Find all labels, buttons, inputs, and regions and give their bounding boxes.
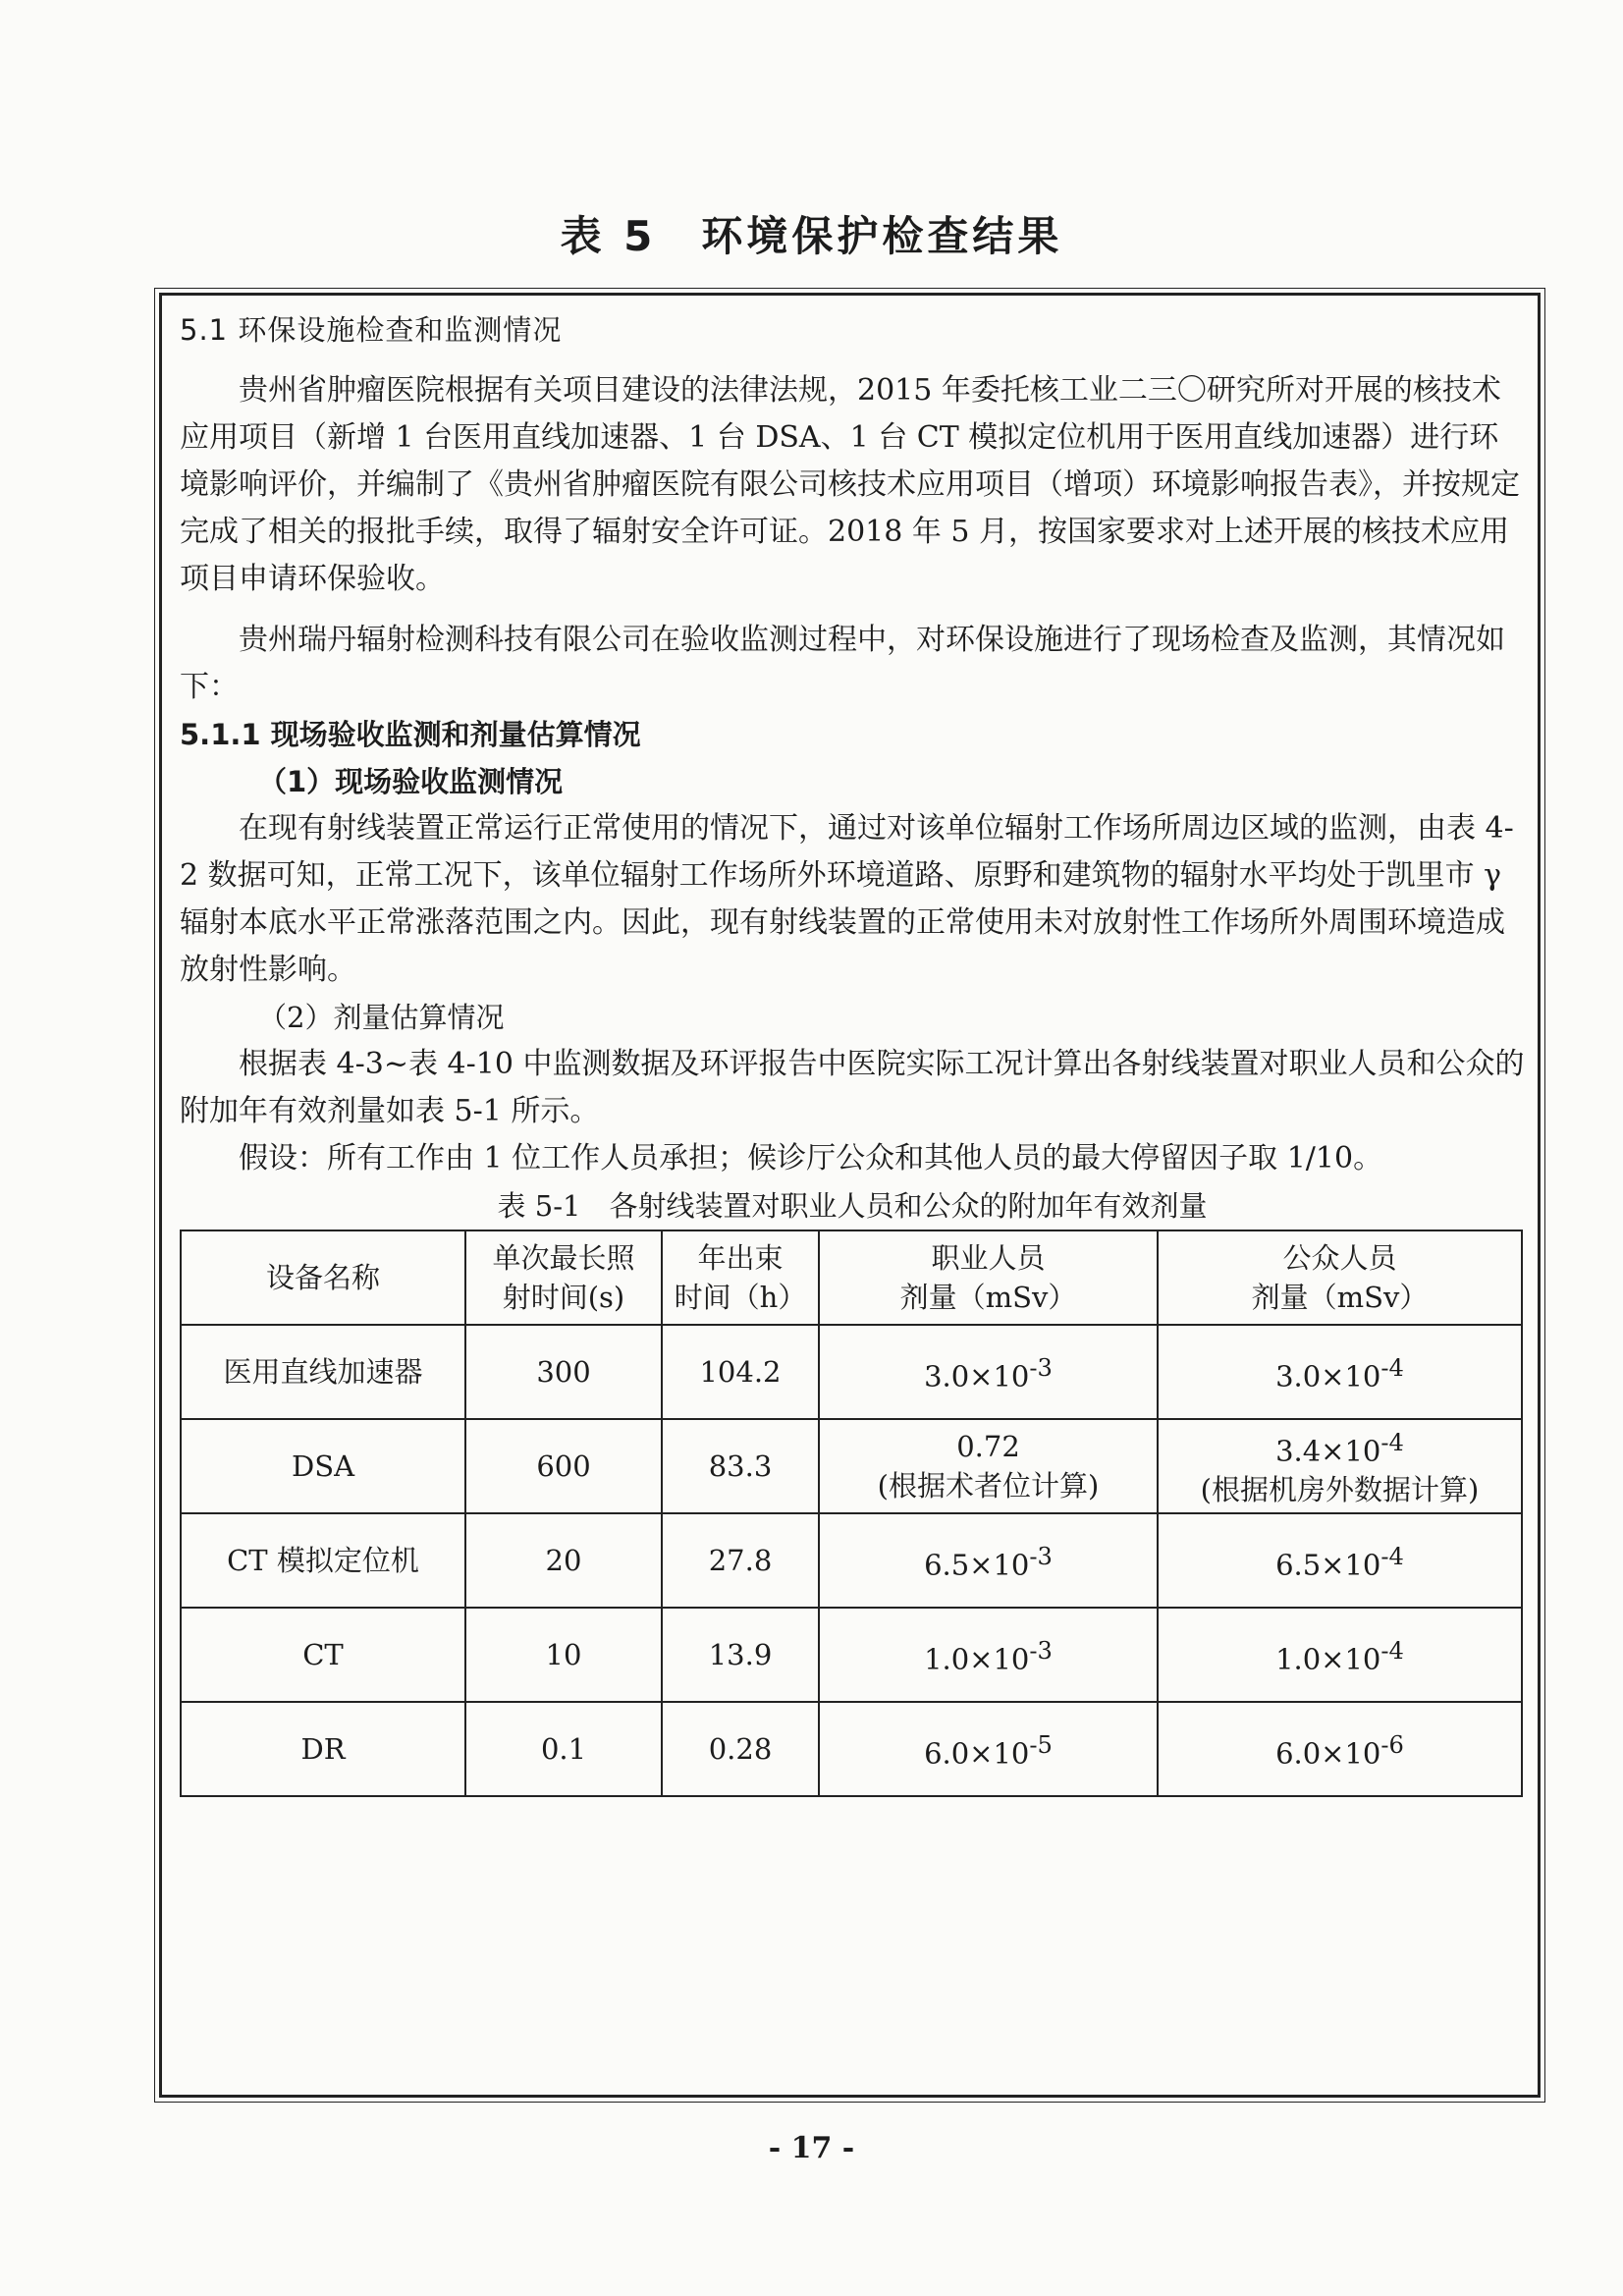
table-caption: 表 5-1 各射线装置对职业人员和公众的附加年有效剂量 [497,1189,1208,1223]
document-body [180,306,1525,1797]
cell-exposure: 20 [465,1513,662,1608]
cell-hours: 0.28 [662,1702,819,1796]
cell-device: CT [181,1608,465,1702]
cell-occupational-dose: $6.0\times 10^{-5}$ [819,1702,1158,1796]
cell-device: CT 模拟定位机 [181,1513,465,1608]
subheading-dose-estimation: （2）剂量估算情况 [258,1001,505,1034]
cell-hours: 27.8 [662,1513,819,1608]
paragraph-1: 贵州省肿瘤医院根据有关项目建设的法律法规，2015 年委托核工业二三〇研究所对开展的核技术应用项目（新增 1 台医用直线加速器、1 台 DSA、1 台 CT 模拟定位机用于医用直线加速器）进行环境影响评价，并编制了《贵州省肿瘤医院有限公司核技术应用项目（增项）环境影响报告表》，并按规定完成了相关的报批手续，取得了辐射安全许可证。2018 年 5 月，按国家要求对上述开展的核技术应用项目申请环保验收。 [180,373,1520,596]
table-row [181,1325,1522,1419]
cell-public-dose: $3.4\times 10^{-4}$ (根据机房外数据计算) [1158,1419,1522,1513]
cell-exposure: 0.1 [465,1702,662,1796]
header-hours: 年出束 时间（h） [662,1230,819,1325]
cell-public-dose: $6.0\times 10^{-6}$ [1158,1702,1522,1796]
table-row [181,1513,1522,1608]
table-row [181,1702,1522,1796]
paragraph-4: 根据表 4-3~表 4-10 中监测数据及环评报告中医院实际工况计算出各射线装置对职业人员和公众的附加年有效剂量如表 5-1 所示。 [180,1047,1525,1128]
cell-public-dose: $6.5\times 10^{-4}$ [1158,1513,1522,1608]
cell-public-dose: $3.0\times 10^{-4}$ [1158,1325,1522,1419]
section-heading-5-1: 5.1 环保设施检查和监测情况 [180,313,563,347]
header-exposure: 单次最长照 射时间(s) [465,1230,662,1325]
cell-exposure: 600 [465,1419,662,1513]
cell-occupational-dose: 0.72 (根据术者位计算) [819,1419,1158,1513]
paragraph-3: 在现有射线装置正常运行正常使用的情况下，通过对该单位辐射工作场所周边区域的监测，由表 4-2 数据可知，正常工况下，该单位辐射工作场所外环境道路、原野和建筑物的辐射水平均处于凯里市 γ 辐射本底水平正常涨落范围之内。因此，现有射线装置的正常使用未对放射性工作场所外周围环境造成放射性影响。 [180,811,1514,987]
section-heading-5-1-1: 5.1.1 现场验收监测和剂量估算情况 [180,718,641,751]
subheading-site-monitoring: （1）现场验收监测情况 [258,765,564,798]
header-device: 设备名称 [181,1230,465,1325]
cell-public-dose: $1.0\times 10^{-4}$ [1158,1608,1522,1702]
cell-occupational-dose: $1.0\times 10^{-3}$ [819,1608,1158,1702]
table-header-row [181,1230,1522,1325]
cell-device: DSA [181,1419,465,1513]
cell-exposure: 300 [465,1325,662,1419]
cell-device: DR [181,1702,465,1796]
paragraph-2: 贵州瑞丹辐射检测科技有限公司在验收监测过程中，对环保设施进行了现场检查及监测，其情况如下： [180,623,1505,704]
table-row [181,1419,1522,1513]
cell-occupational-dose: $6.5\times 10^{-3}$ [819,1513,1158,1608]
cell-exposure: 10 [465,1608,662,1702]
page-number: - 17 - [768,2131,855,2165]
dose-table [180,1230,1523,1797]
header-public-dose: 公众人员 剂量（mSv） [1158,1230,1522,1325]
paragraph-5: 假设：所有工作由 1 位工作人员承担；候诊厅公众和其他人员的最大停留因子取 1/10。 [239,1141,1383,1175]
cell-hours: 83.3 [662,1419,819,1513]
cell-occupational-dose: $3.0\times 10^{-3}$ [819,1325,1158,1419]
cell-hours: 104.2 [662,1325,819,1419]
header-occupational-dose: 职业人员 剂量（mSv） [819,1230,1158,1325]
page-title: 表 5 环境保护检查结果 [560,212,1063,260]
table-row [181,1608,1522,1702]
cell-hours: 13.9 [662,1608,819,1702]
cell-device: 医用直线加速器 [181,1325,465,1419]
